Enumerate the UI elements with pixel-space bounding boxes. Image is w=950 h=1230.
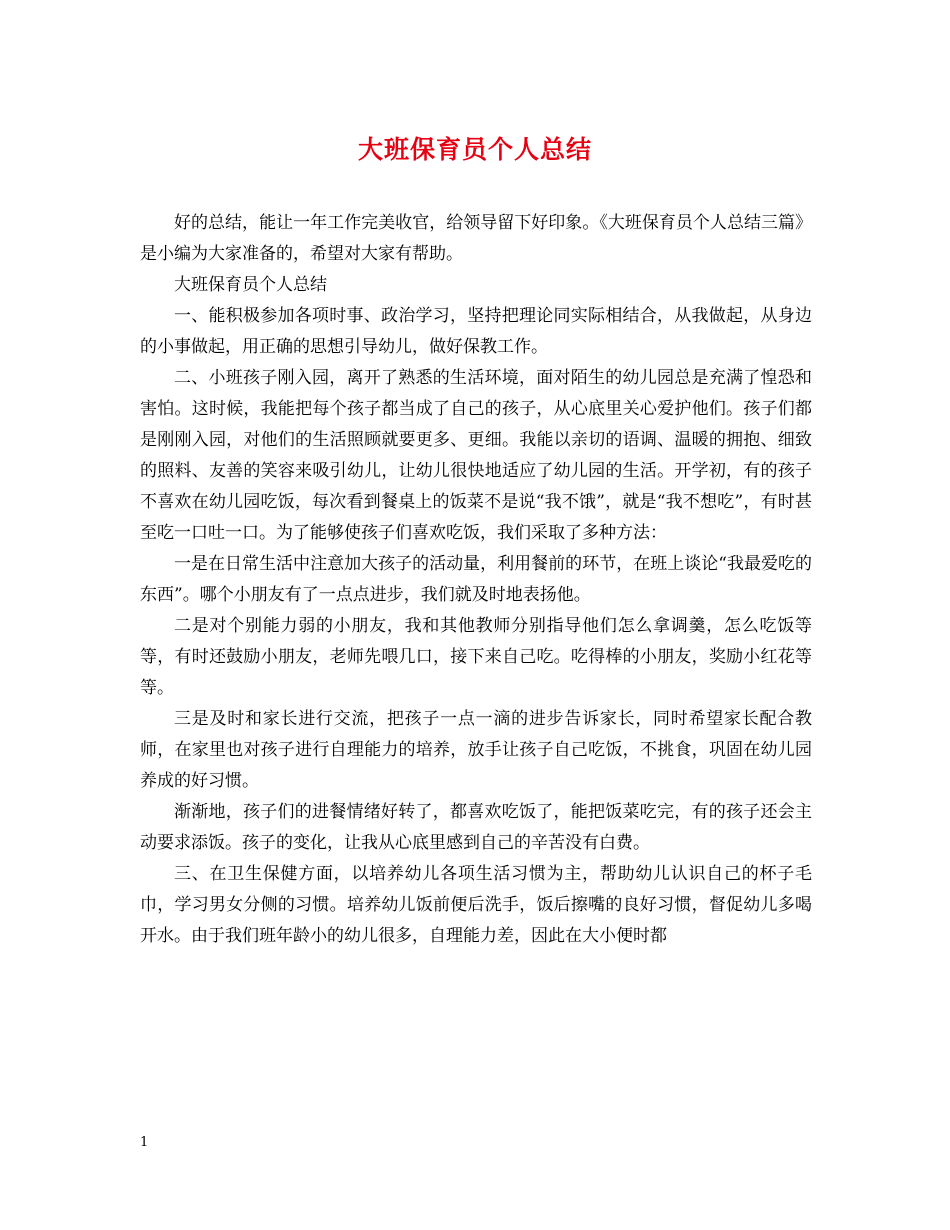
paragraph-method-1: 一是在日常生活中注意加大孩子的活动量，利用餐前的环节，在班上谈论“我最爱吃的东西”。哪个小朋友有了一点点进步，我们就及时地表扬他。 [140,554,812,605]
paragraph-section-1: 一、能积极参加各项时事、政治学习，坚持把理论同实际相结合，从我做起，从身边的小事做起，用正确的思想引导幼儿，做好保教工作。 [140,306,812,357]
page-number: 1 [140,1135,149,1150]
paragraph-section-3: 三、在卫生保健方面，以培养幼儿各项生活习惯为主，帮助幼儿认识自己的杯子毛巾，学习男女分侧的习惯。培养幼儿饭前便后洗手，饭后擦嘴的良好习惯，督促幼儿多喝开水。由于我们班年龄小的幼儿很多，自理能力差，因此在大小便时都 [140,864,812,946]
paragraph-result: 渐渐地，孩子们的进餐情绪好转了，都喜欢吃饭了，能把饭菜吃完，有的孩子还会主动要求添饭。孩子的变化，让我从心底里感到自己的辛苦没有白费。 [140,802,812,853]
document-title: 大班保育员个人总结 [357,135,592,164]
paragraph-method-3: 三是及时和家长进行交流，把孩子一点一滴的进步告诉家长，同时希望家长配合教师，在家里也对孩子进行自理能力的培养，放手让孩子自己吃饭，不挑食，巩固在幼儿园养成的好习惯。 [140,709,812,791]
paragraph-intro: 好的总结，能让一年工作完美收官，给领导留下好印象。《大班保育员个人总结三篇》是小编为大家准备的，希望对大家有帮助。 [140,213,812,264]
paragraph-section-2: 二、小班孩子刚入园，离开了熟悉的生活环境，面对陌生的幼儿园总是充满了惶恐和害怕。这时候，我能把每个孩子都当成了自己的孩子，从心底里关心爱护他们。孩子们都是刚刚入园，对他们的生活照顾就要更多、更细。我能以亲切的语调、温暖的拥抱、细致的照料、友善的笑容来吸引幼儿，让幼儿很快地适应了幼儿园的生活。开学初，有的孩子不喜欢在幼儿园吃饭，每次看到餐桌上的饭菜不是说“我不饿”，就是“我不想吃”，有时甚至吃一口吐一口。为了能够使孩子们喜欢吃饭，我们采取了多种方法： [140,368,812,543]
paragraph-subtitle: 大班保育员个人总结 [174,275,327,295]
document-body [140,208,812,952]
paragraph-method-2: 二是对个别能力弱的小朋友，我和其他教师分别指导他们怎么拿调羹，怎么吃饭等等，有时还鼓励小朋友，老师先喂几口，接下来自己吃。吃得棒的小朋友，奖励小红花等等。 [140,616,812,698]
